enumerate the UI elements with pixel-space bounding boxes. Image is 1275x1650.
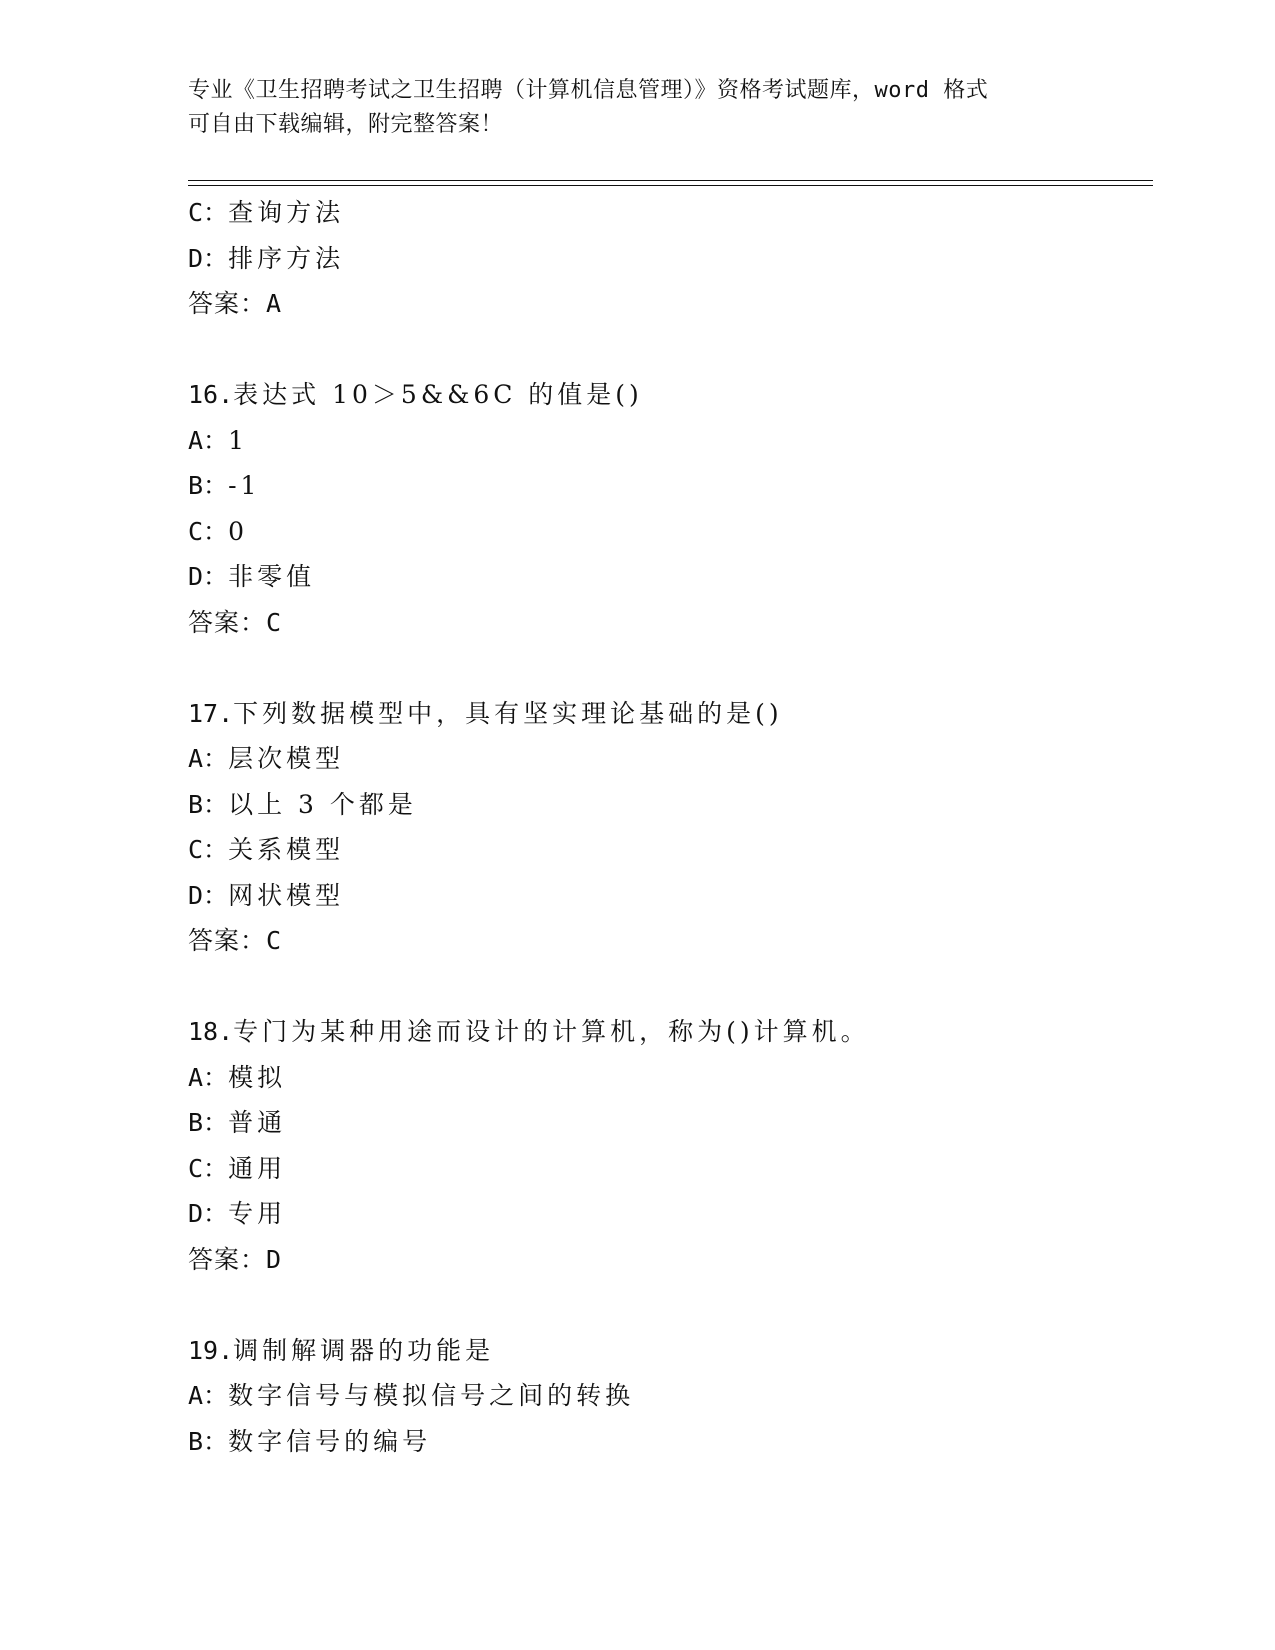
option-key: D： — [188, 1199, 229, 1228]
question-text: 下列数据模型中，具有坚实理论基础的是() — [233, 698, 783, 728]
option-text: 查询方法 — [228, 198, 345, 227]
question-number: 17. — [188, 698, 234, 728]
answer-line — [188, 281, 1153, 327]
option-a — [188, 1373, 1153, 1419]
option-c — [188, 827, 1153, 873]
question-text: 表达式 10＞5&&6C 的值是() — [233, 380, 643, 409]
option-key: A： — [188, 744, 229, 773]
option-text: 数字信号与模拟信号之间的转换 — [228, 1381, 635, 1410]
question-number: 16. — [188, 380, 234, 409]
question-stem — [188, 1009, 1153, 1055]
option-a — [188, 736, 1153, 782]
header-title-line-1: 专业《卫生招聘考试之卫生招聘（计算机信息管理）》资格考试题库，word 格式 — [188, 78, 989, 103]
option-key: B： — [188, 1426, 229, 1456]
option-text: 层次模型 — [228, 744, 345, 773]
option-b — [188, 463, 1153, 509]
option-key: A： — [188, 425, 229, 455]
question-19 — [188, 1328, 1153, 1465]
option-text: 1 — [228, 425, 248, 455]
option-text: 网状模型 — [228, 880, 345, 910]
question-stem — [188, 372, 1153, 418]
option-key: B： — [188, 471, 229, 500]
option-text: 非零值 — [228, 562, 316, 591]
option-key: C： — [188, 1153, 229, 1183]
question-text: 专门为某种用途而设计的计算机，称为()计算机。 — [233, 1017, 870, 1046]
option-text: 通用 — [228, 1153, 287, 1183]
option-text: 专用 — [228, 1199, 287, 1228]
question-stem — [188, 691, 1153, 737]
question-16 — [188, 372, 1153, 645]
option-d — [188, 1191, 1153, 1237]
answer-value: C — [266, 926, 283, 955]
question-fragment — [188, 190, 1153, 327]
answer-value: D — [266, 1244, 283, 1274]
option-key: B： — [188, 789, 229, 819]
answer-label: 答案： — [188, 926, 267, 955]
document-header — [188, 74, 1088, 142]
option-text: 以上 3 个都是 — [228, 789, 417, 819]
answer-label: 答案： — [188, 289, 267, 318]
header-divider-bottom — [188, 185, 1153, 186]
option-text: 模拟 — [228, 1062, 287, 1092]
answer-value: C — [266, 607, 283, 637]
question-text: 调制解调器的功能是 — [233, 1335, 495, 1365]
answer-line — [188, 918, 1153, 964]
header-divider-top — [188, 180, 1153, 181]
question-number: 19. — [188, 1335, 234, 1365]
option-b — [188, 782, 1153, 828]
question-18 — [188, 1009, 1153, 1282]
option-text: 0 — [228, 516, 248, 546]
question-stem — [188, 1328, 1153, 1374]
option-b — [188, 1419, 1153, 1465]
option-d — [188, 554, 1153, 600]
option-key: C： — [188, 198, 229, 227]
option-key: A： — [188, 1381, 229, 1410]
option-text: 普通 — [228, 1108, 287, 1137]
option-text: 数字信号的编号 — [228, 1426, 432, 1456]
spacer — [188, 1282, 1153, 1328]
option-c — [188, 509, 1153, 555]
question-number: 18. — [188, 1017, 234, 1046]
option-a — [188, 1055, 1153, 1101]
option-text: 关系模型 — [228, 835, 345, 864]
answer-label: 答案： — [188, 1244, 267, 1274]
option-c — [188, 190, 1153, 236]
answer-line — [188, 600, 1153, 646]
spacer — [188, 964, 1153, 1010]
option-key: A： — [188, 1062, 229, 1092]
option-key: D： — [188, 880, 229, 910]
spacer — [188, 327, 1153, 373]
option-d — [188, 873, 1153, 919]
answer-line — [188, 1237, 1153, 1283]
option-b — [188, 1100, 1153, 1146]
answer-value: A — [266, 289, 283, 318]
option-key: D： — [188, 562, 229, 591]
option-key: D： — [188, 243, 229, 273]
option-text: 排序方法 — [228, 243, 345, 273]
option-key: B： — [188, 1108, 229, 1137]
option-d — [188, 236, 1153, 282]
option-a — [188, 418, 1153, 464]
question-17 — [188, 691, 1153, 964]
header-title-line-2: 可自由下载编辑，附完整答案！ — [188, 112, 504, 137]
option-key: C： — [188, 835, 229, 864]
spacer — [188, 645, 1153, 691]
answer-label: 答案： — [188, 607, 267, 637]
option-text: -1 — [228, 471, 261, 500]
option-c — [188, 1146, 1153, 1192]
option-key: C： — [188, 516, 229, 546]
question-list — [188, 190, 1153, 1464]
